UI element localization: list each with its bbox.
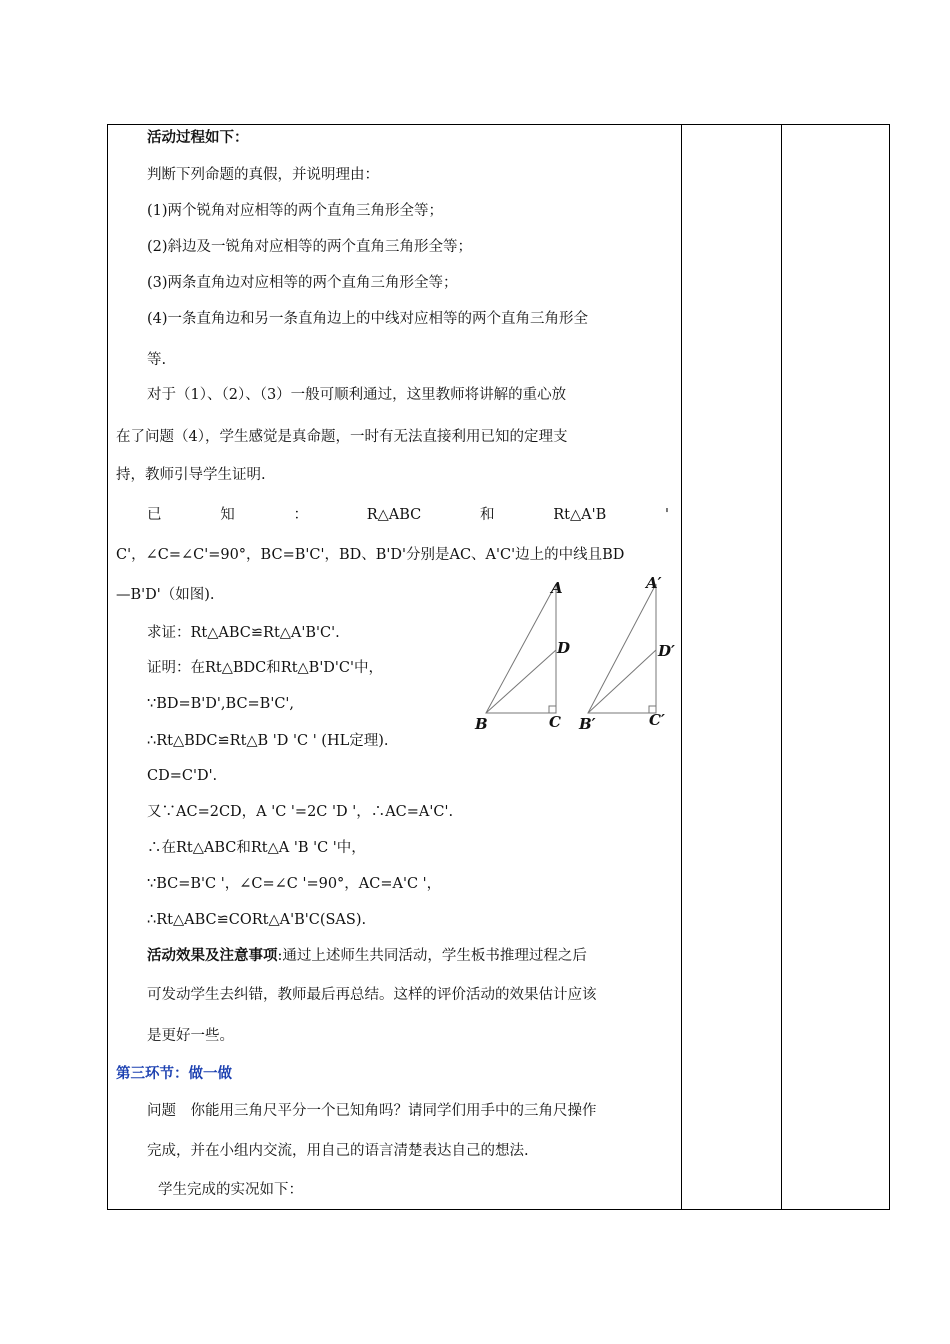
given-word-1: 已 <box>147 507 162 523</box>
text-line: (1)两个锐角对应相等的两个直角三角形全等； <box>147 203 444 219</box>
text-line: 判断下列命题的真假，并说明理由： <box>147 167 379 183</box>
label-a: A <box>551 579 563 597</box>
notes-heading: 活动效果及注意事项 <box>147 947 278 964</box>
notes-text: :通过上述师生共同活动，学生板书推理过程之后 <box>277 948 587 964</box>
text-line: 学生完成的实况如下： <box>158 1182 303 1198</box>
text-line: 持，教师引导学生证明. <box>116 467 266 483</box>
text-line: CD=C'D'. <box>147 768 218 784</box>
text-line: ∵BD=B'D',BC=B'C', <box>147 696 295 712</box>
section-heading: 第三环节：做一做 <box>116 1065 232 1082</box>
label-b: B <box>475 715 488 733</box>
given-triangle-1: R△ABC <box>366 507 422 523</box>
given-and: 和 <box>480 507 495 523</box>
median-b-prime-d-prime <box>588 650 656 713</box>
label-c-prime: C′ <box>649 711 665 729</box>
given-prime: ' <box>664 507 669 523</box>
text-line: (3)两条直角边对应相等的两个直角三角形全等； <box>147 275 458 291</box>
given-word-2: 知 <box>220 507 235 523</box>
triangle-abc <box>486 584 556 713</box>
given-triangle-2: Rt△A'B <box>553 507 607 523</box>
label-c: C <box>549 713 561 731</box>
text-line: 对于（1）、（2）、（3）一般可顺利通过，这里教师将讲解的重心放 <box>147 387 567 403</box>
text-line: 完成，并在小组内交流，用自己的语言清楚表达自己的想法. <box>147 1143 529 1159</box>
text-line: 问题 你能用三角尺平分一个已知角吗？请同学们用手中的三角尺操作 <box>147 1103 597 1119</box>
text-line: C'，∠C=∠C'=90°，BC=B'C'，BD、B'D'分别是AC、A'C'边上的中线且BD <box>116 547 625 563</box>
triangle-figure <box>470 572 690 734</box>
text-line: ∴Rt△ABC≌CORt△A'B'C(SAS). <box>147 912 367 928</box>
triangle-a-prime <box>588 584 656 713</box>
text-line: 在了问题（4），学生感觉是真命题，一时有无法直接利用已知的定理支 <box>116 429 568 445</box>
text-line: 可发动学生去纠错，教师最后再总结。这样的评价活动的效果估计应该 <box>147 987 597 1003</box>
right-angle-mark <box>549 706 556 713</box>
text-line: —B'D'（如图). <box>116 587 215 603</box>
activity-heading: 活动过程如下： <box>147 129 249 146</box>
text-line: (4)一条直角边和另一条直角边上的中线对应相等的两个直角三角形全 <box>147 311 589 327</box>
given-line <box>147 505 669 525</box>
label-a-prime: A′ <box>646 574 662 592</box>
text-line: 求证：Rt△ABC≌Rt△A'B'C'. <box>147 625 340 641</box>
column-divider-2 <box>781 125 782 1209</box>
median-bd <box>486 650 556 713</box>
label-d: D <box>557 639 571 657</box>
label-d-prime: D′ <box>658 642 675 660</box>
label-b-prime: B′ <box>579 715 596 733</box>
text-line: 证明：在Rt△BDC和Rt△B'D'C'中， <box>147 660 383 676</box>
text-line: 又∵AC=2CD，A 'C '=2C 'D '，∴AC=A'C'. <box>147 804 454 820</box>
text-line: 是更好一些。 <box>147 1028 234 1044</box>
text-line: ∴在Rt△ABC和Rt△A 'B 'C '中， <box>147 840 366 856</box>
text-line: 等. <box>147 352 167 368</box>
text-line <box>147 946 587 966</box>
text-line: ∵BC=B'C '，∠C=∠C '=90°，AC=A'C '， <box>147 876 442 892</box>
text-line: ∴Rt△BDC≌Rt△B 'D 'C ' (HL定理). <box>147 733 389 749</box>
given-colon: ： <box>293 507 308 523</box>
text-line: (2)斜边及一锐角对应相等的两个直角三角形全等； <box>147 239 473 255</box>
